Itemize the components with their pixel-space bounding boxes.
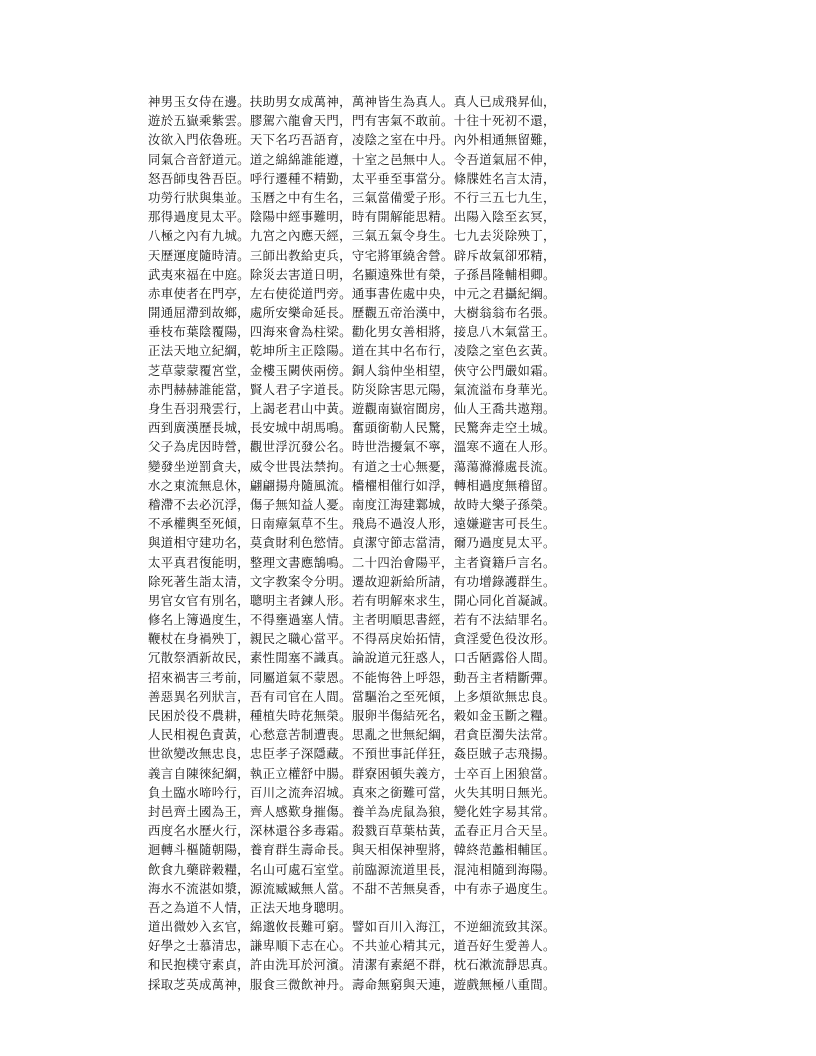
text-line: 遊於五嶽乘紫雲。膠駕六龍會天門，門有害氣不敢前。十往十死初不還，: [148, 113, 556, 129]
text-line: 水之東流無息休，翩翩揚舟隨風流。檣櫂相催行如浮，轉相過度無稽留。: [148, 477, 556, 493]
text-line: 正法天地立紀綱，乾坤所主正陰陽。道在其中名布行，凌陰之室色玄黃。: [148, 343, 556, 359]
text-line: 芝草蒙蒙覆宮堂，金樓玉闕俠兩傍。銅人翁仲坐相望，俠守公門嚴如霜。: [148, 362, 556, 378]
text-line: 赤車使者在門亭，左右使從道門旁。通事書佐處中央，中元之君攝紀綱。: [148, 285, 556, 301]
text-line: 天歷運度隨時清。三師出教給吏兵，守宅將軍繞舍營。辟斥故氣卻邪精，: [148, 247, 556, 263]
text-line: 八極之內有九城。九宮之內應天經，三氣五氣令身生。七九去災除殃丁，: [148, 228, 556, 244]
text-line: 民困於役不農耕，種植失時花無榮。服卵半傷結死名，穀如金玉斷之糧。: [148, 708, 556, 723]
text-line: 善惡異名列狀言，吾有司官在人間。當驅治之至死傾，上多煩欲無忠良。: [148, 688, 556, 704]
text-line: 海水不流湛如漿，源流臧臧無人當。不甜不苦無臭香，中有赤子過度生。: [148, 880, 556, 896]
text-line: 稽滯不去必沉浮，傷子無知益人憂。南度江海建鄴城，故時大樂子孫榮。: [148, 496, 556, 512]
text-line: 西度名水歷火行，深林還谷多毒霜。殺戮百草葉枯黃，孟春正月合天呈。: [148, 823, 556, 839]
text-line: 封邑齊土國為王，齊人感歎身摧傷。養羊為虎鼠為狼，變化姓字易其常。: [148, 803, 556, 819]
text-line: 與道相守建功名，莫貪財利色慾情。貞潔守節志當清，爾乃過度見太平。: [148, 535, 556, 551]
text-line: 採取芝英成萬神，服食三微飲神丹。壽命無窮與天連，遊戲無極八重間。: [148, 976, 556, 992]
text-line: 負土臨水啼吟行，百川之流奔沼城。真來之銜難可當，火失其明日無光。: [148, 784, 556, 800]
text-line: 不承權輿至死傾，日南瘴氣草不生。飛鳥不過沒人形，遠嫌避害可長生。: [148, 516, 556, 532]
text-line: 道出微妙入玄官，綿邈攸長難可窮。譬如百川入海江，不逆細流致其深。: [148, 919, 556, 935]
text-line: 迴轉斗樞隨朝陽，養育群生壽命長。與天相保神聖將，韓終范蠡相輔匡。: [148, 842, 556, 858]
text-line: 男官女官有別名，聰明主者鍊人形。若有明解來求生，開心同化首凝誠。: [148, 592, 556, 608]
text-line: 汝欲入門依魯班。天下名巧吾語育，凌陰之室在中丹。內外相通無留難，: [148, 132, 556, 148]
text-line: 招來禍害三考前，同屬道氣不蒙恩。不能悔咎上呼怨，動吾主者精斷彈。: [148, 669, 556, 685]
text-line: 除死著生詣太清，文字教案令分明。遷故迎新給所請，有功增錄護群生。: [148, 573, 556, 589]
text-line: 飲食九藥辟穀糧，名山可處石室堂。前臨源流道里長，混沌相隨到海陽。: [148, 861, 556, 877]
text-line: 那得過度見太平。陰陽中經事難明，時有開解能思精。出陽入陰至玄冥，: [148, 209, 556, 225]
scripture-text-block: [148, 92, 668, 994]
text-line: 赤門赫赫誰能當，賢人君子字道長。防災除害思元陽，氣流溢布身華光。: [148, 381, 556, 397]
text-line: 武夷來福在中庭。除災去害道日明，名顯遠殊世有榮，子孫昌隆輔相卿。: [148, 266, 556, 282]
text-line: 垂枝布葉陰覆陽，四海來會為柱梁。勸化男女善相將，接息八木氣當王。: [148, 324, 556, 340]
text-line: 身生吾羽飛雲行，上謁老君山中黃。遊觀南嶽宿閬房，仙人王喬共遨翔。: [148, 401, 556, 416]
text-line: 同氣合音舒道元。道之綿綿誰能遵，十室之邑無中人。令吾道氣屈不伸，: [148, 151, 556, 167]
text-line: 神男玉女侍在邊。扶助男女成萬神，萬神皆生為真人。真人已成飛昇仙，: [148, 94, 556, 109]
text-line: 太平真君復能明，整理文書應鵠鳴。二十四治會陽平，主者資籍戶言名。: [148, 554, 556, 570]
text-line: 好學之士慕清忠，謙卑順下志在心。不共並心精其元，道吾好生愛善人。: [148, 938, 556, 954]
text-line: 人民相視色責黃，心愁意苦制遭喪。思亂之世無紀綱，君貪臣濁失法常。: [148, 727, 556, 743]
text-line: 修名上簿過度生，不得壅過塞人情。主者明順思書經，若有不法結罪名。: [148, 612, 556, 628]
text-line: 開通屈滯到故鄉，處所安樂命延長。歷觀五帝治漢中，大樹翁翁布名張。: [148, 305, 556, 321]
text-line: 義言自陳徠紀綱，執正立權舒中腸。群寮困頓失義方，士卒百上困狼當。: [148, 765, 556, 781]
text-line: 和民抱樸守素貞，許由洗耳於河濱。清潔有素絕不群，枕石漱流靜思真。: [148, 957, 556, 973]
text-line: 鞭杖在身禍殃丁，親民之職心當平。不得鬲戾始拓情，貪淫愛色役汝形。: [148, 631, 556, 647]
text-line: 功勞行狀與集並。玉曆之中有生名，三氣當備愛子形。不行三五七九生，: [148, 189, 556, 205]
text-line: 變發坐逆罰貪夫，威令世畏法禁拘。有道之士心無憂，蕩蕩滌滌處長流。: [148, 458, 556, 474]
text-line: 父子為虎因時營，觀世浮沉發公名。時世浩擾氣不寧，溫寒不適在人形。: [148, 439, 556, 455]
text-line: 吾之為道不人情，正法天地身聰明。: [148, 899, 352, 915]
text-line: 西到廣漢歷長城，長安城中胡馬鳴。奮頭銜勒人民驚，民驚奔走空土城。: [148, 420, 556, 436]
text-line: 冗散祭酒新故民，素性閒塞不識真。論說道元狂惑人，口舌陋露俗人間。: [148, 650, 556, 666]
text-line: 世欲變改無忠良，忠臣孝子深隱藏。不預世事託佯狂，姦臣賊子志飛揚。: [148, 746, 556, 762]
text-line: 怒吾師曳咎吾臣。呼行遷種不精勤，太平垂至事當分。條牒姓名言太清，: [148, 170, 556, 186]
